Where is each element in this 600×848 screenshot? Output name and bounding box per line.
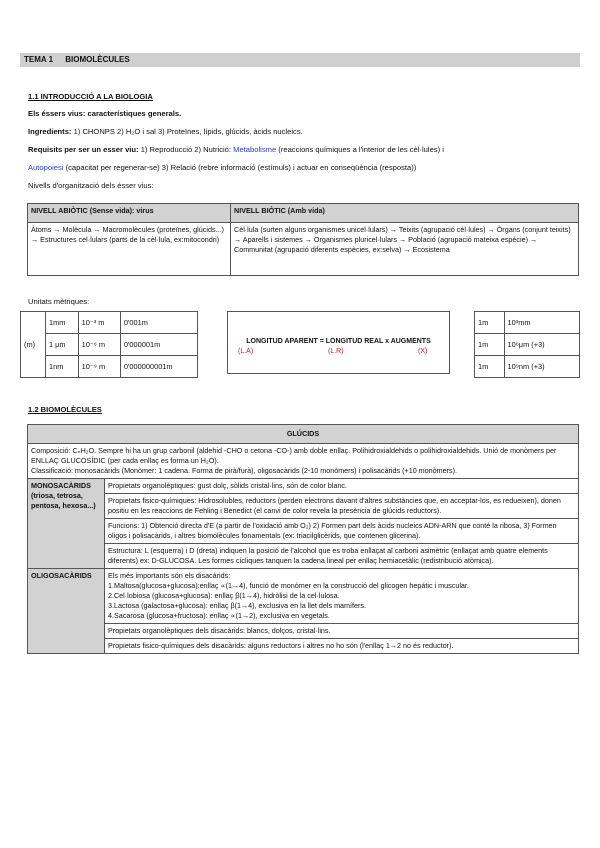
- nivell-abiotic-cell: Àtoms → Molècula → Macromolècules (proteïnes, glúcids...) → Estructures cel·lulars (parts de la cèl·lula, ex:mitocondri): [28, 223, 231, 276]
- section-heading-biomolecules: 1.2 BIOMOLÈCULES: [28, 405, 102, 414]
- unit-cell: 10⁻⁹ m: [78, 356, 120, 378]
- text-line-5: Nivells d'organització dels ésser vius:: [28, 181, 154, 190]
- formula-text: LONGITUD APARENT = LONGITUD REAL x AUGMENTS: [246, 338, 431, 345]
- units-side-label: (m): [21, 312, 46, 378]
- units-label: Unitats mètriques:: [28, 297, 90, 306]
- autopoiesi-link[interactable]: Autopoiesi: [28, 163, 64, 172]
- metabolisme-link[interactable]: Metabolisme: [233, 145, 277, 154]
- unit-cell: 10⁻⁶ m: [78, 334, 120, 356]
- unit-cell: 1mm: [46, 312, 79, 334]
- units-right-table: [474, 311, 580, 378]
- mono-estructura: Estructura: L (esquerra) i D (dreta) indiquen la posició de l'alcohol que es troba enllaçat al carboni asimètric (enllaçat amb quatre elements diferents) ex: D-GLUCOSA. Les formes cícliques tanquen la cadena lineal per enllaç hemiacetàlic (redistribució atòmica).: [105, 544, 579, 569]
- unit-value: 10⁹nm: [507, 362, 530, 371]
- oligo-fisicoquimiques: Propietats fisico-químiques dels disacàrids: alguns reductors i altres no ho són (l'enllaç 1→2 no és reductor).: [105, 639, 579, 654]
- glucids-composicio: [28, 444, 579, 479]
- nivell-biotic-cell: Cèl·lula (surten alguns organismes unicel·lulars) → Teixits (agrupació cèl·lules) → Òrgans (conjunt teixits) → Aparells i sistemes → Organismes pluricel·lulars → Població (agrupació mateixa espècie) → Communitat (agrupació diferents espècies, ex:selva) → Ecosistema: [231, 223, 579, 276]
- section-heading-intro: 1.1 INTRODUCCIÓ A LA BIOLOGIA: [28, 92, 153, 101]
- unit-cell: 10³mm: [504, 312, 579, 334]
- nivell-abiotic-header: NIVELL ABIÒTIC (Sense vida): virus: [28, 204, 231, 223]
- oligosacarids-label: OLIGOSACÀRIDS: [28, 569, 105, 654]
- formula-box: [227, 311, 450, 374]
- unit-cell: 0'000000001m: [120, 356, 197, 378]
- formula-lr: (L.R): [328, 348, 344, 355]
- unit-cell: 1m: [475, 356, 505, 378]
- monosacarids-label: MONOSACÀRIDS (triosa, tetrosa, pentosa, hexosa...): [28, 479, 105, 569]
- unit-cell: 10⁻³ m: [78, 312, 120, 334]
- unit-cell: 1m: [475, 334, 505, 356]
- unit-cell: 1m: [475, 312, 505, 334]
- nivells-table: [27, 203, 579, 276]
- ingredients-text: 1) CHONPS 2) H₂O i sal 3) Proteïnes, lípids, glúcids, àcids nucleics.: [71, 127, 303, 136]
- unit-step: (+3): [531, 362, 545, 371]
- mono-organoleptiques: Propietats organolèptiques: gust dolç, sòlids cristal·lins, són de color blanc.: [105, 479, 579, 494]
- unit-cell: 1nm: [46, 356, 79, 378]
- formula-la: (L.A): [238, 348, 254, 355]
- text-line-4: [28, 163, 416, 172]
- classificacio-text: Classificació: monosacàrids (Monòmer: 1 cadena. Forma de pirà/furà), oligosacàrids (2-10 monòmers) i polisacàrids (+10 monòmers).: [31, 466, 458, 475]
- unit-cell: [504, 356, 579, 378]
- tema-title: BIOMOLÈCULES: [65, 55, 130, 64]
- text-line-3: [28, 145, 444, 154]
- requisits-text-b: (reaccions químiques a l'interior de les cèl·lules) i: [276, 145, 444, 154]
- glucids-title: GLÚCIDS: [28, 425, 579, 444]
- oligo-disacarids: Els més importants són els disacàrids: 1.Maltosa(glucosa+glucosa):enllaç ∝(1→4), funció de monòmer en la construcció del glicogen hepàtic i muscular. 2.Cel·lobiosa (glucosa+glucosa): enllaç β(1→4), hidròlisi de la cel·lulosa. 3.Lactosa (galactosa+glucosa): enllaç β(1→4), exclusiva en la llet dels mamífers. 4.Sacarosa (glucosa+fructosa): enllaç ∝(1→2), exclusiva en vegetals.: [105, 569, 579, 624]
- tema-label: TEMA 1: [24, 55, 54, 64]
- requisits-text-a: 1) Reproducció 2) Nutrició:: [138, 145, 234, 154]
- unit-cell: [504, 334, 579, 356]
- page-header: [20, 53, 580, 67]
- mono-fisicoquimiques: Propietats fisico-químiques: Hidrosolubles, reductors (perden electrons davant d'altres substàncies que, en acceptar-los, es redueixen), donen positiu en les reaccions de Fehling i Benedict (el canvi de color revela la presència de glúcids reductors).: [105, 494, 579, 519]
- unit-cell: 0'000001m: [120, 334, 197, 356]
- formula-x: (X): [418, 348, 428, 355]
- unit-cell: 1 μm: [46, 334, 79, 356]
- mono-funcions: Funcions: 1) Obtenció directa d'E (a partir de l'oxidació amb O₂) 2) Formen part dels àcids nucleics ADN-ARN que conté la ribosa, 3) Formen oligos i polisacàrids, i altres biomolècules fonamentals (ex: triacilglicèrids, que contenen glicerina).: [105, 519, 579, 544]
- autopoiesi-text: (capacitat per regenerar-se) 3) Relació (rebre informació (estímuls) i actuar en conseqüència (resposta)): [63, 163, 417, 172]
- requisits-label: Requisits per ser un esser viu:: [28, 145, 139, 154]
- ingredients-label: Ingredients:: [28, 127, 72, 136]
- nivell-biotic-header: NIVELL BIÒTIC (Amb vida): [231, 204, 579, 223]
- composicio-text: Composició: CₙH₂O. Sempre hi ha un grup carbonil (aldehid -CHO o cetona -CO-) amb doble enllaç. Polihidroxialdehids o polihidroxialdehids. Unió de monòmers per ENLLAÇ GLUCOSÍDIC (per cada enllaç es forma un H₂O).: [31, 446, 557, 465]
- unit-value: 10⁶μm: [507, 340, 530, 349]
- unit-step: (+3): [531, 340, 545, 349]
- text-line-1: Els éssers vius: característiques generals.: [28, 109, 182, 118]
- text-line-2: [28, 127, 303, 136]
- unit-cell: 0'001m: [120, 312, 197, 334]
- units-left-table: [20, 311, 198, 378]
- glucids-table: [27, 424, 579, 654]
- oligo-organoleptiques: Propietats organolèptiques dels disacàrids: blancs, dolços, cristal·lins.: [105, 624, 579, 639]
